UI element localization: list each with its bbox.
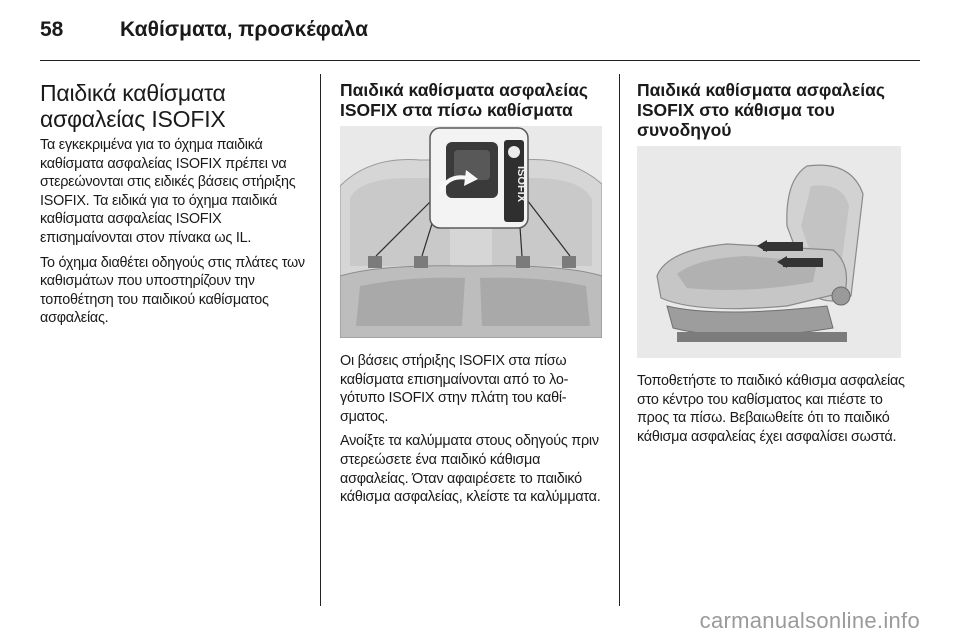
- isofix-logo-label: ISOFIX: [515, 166, 527, 203]
- column-2: [340, 80, 608, 513]
- paragraph-approved-seats: Τα εγκεκριμένα για το όχημα παιδικά καθίσματα ασφαλείας ISOFIX πρέπει να στερεώνονται στις ειδικές βάσεις στήριξης ISOFIX. Τα ειδικά για το όχημα παιδικά καθίσματα ασφαλείας ISOFIX επισημαίνονται στον πίνακα ως IL.: [40, 137, 296, 246]
- section-heading-rear-seats: Παιδικά καθίσματα ασφαλείας ISOFIX στα πίσω καθίσματα: [340, 80, 588, 120]
- page-number: 58: [40, 18, 64, 41]
- running-title: Καθίσματα, προσκέφαλα: [120, 18, 368, 41]
- column-1: [40, 80, 306, 334]
- rear-seat-isofix-illustration: [340, 126, 602, 338]
- section-heading-isofix: Παιδικά καθίσματα ασφαλείας ISOFIX: [40, 80, 226, 132]
- header-rule: [40, 60, 920, 61]
- column-3: [637, 80, 905, 452]
- paragraph-open-covers: Ανοίξτε τα καλύμματα στους οδηγούς πριν στερεώσετε ένα παιδικό κάθισμα ασφαλείας. Όταν αφαιρέσετε το παιδικό κάθισμα ασφαλείας, κλείστε τα καλύμματα.: [340, 433, 601, 506]
- paragraph-install-passenger: Τοποθετήστε το παιδικό κάθισμα ασφαλείας στο κέντρο του καθίσματος και πιέστε το προς τα πίσω. Βεβαιωθείτε ότι το παιδικό κάθισμα ασφαλείας έχει ασφαλίσει σωστά.: [637, 373, 905, 445]
- passenger-seat-isofix-illustration: [637, 146, 901, 358]
- paragraph-anchor-marking: Οι βάσεις στήριξης ISOFIX στα πίσω καθίσματα επισημαίνονται από το λογότυπο ISOFIX στην πλάτη του καθίσματος.: [340, 353, 569, 425]
- paragraph-guides: Το όχημα διαθέτει οδηγούς στις πλάτες των καθισμάτων που υποστηρίζουν την τοποθέτηση του παιδικού καθίσματος ασφαλείας.: [40, 254, 305, 327]
- watermark: carmanualsonline.info: [699, 608, 920, 633]
- column-divider-right: [619, 74, 620, 606]
- section-heading-passenger-seat: Παιδικά καθίσματα ασφαλείας ISOFIX στο κάθισμα του συνοδηγού: [637, 80, 885, 140]
- column-divider-left: [320, 74, 321, 606]
